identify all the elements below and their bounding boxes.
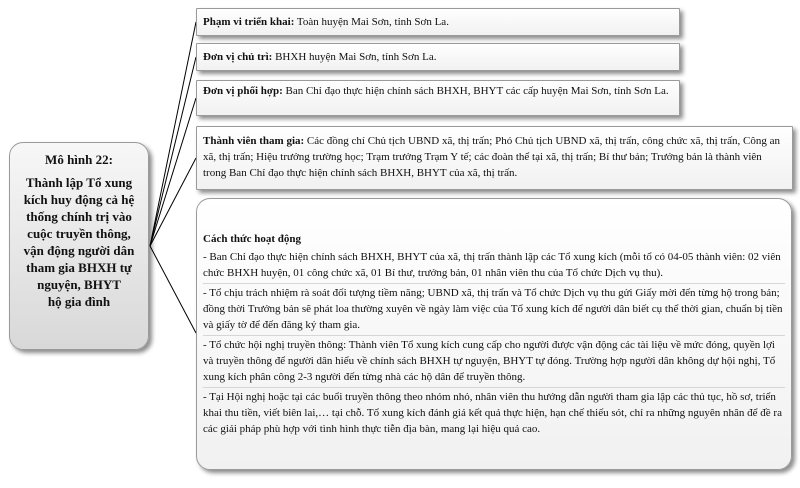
divider (203, 283, 785, 284)
scope-label: Phạm vi triển khai: (203, 16, 295, 28)
operation-item: - Ban Chỉ đạo thực hiện chính sách BHXH, BHYT của xã, thị trấn thành lập các Tổ xung kích (mỗi tổ có 04-05 thành viên: 02 viên chức BHXH huyện, 01 công chức xã, 01 Bí thư, trưởng bản, 01 nhân viên thu của Tổ chức Dịch vụ thu). (203, 251, 781, 279)
divider (203, 335, 785, 336)
model-line: tham gia BHXH tự (26, 260, 132, 275)
members-text: Các đồng chí Chủ tịch UBND xã, thị trấn; Phó Chủ tịch UBND xã, thị trấn, công chức xã, thị trấn, Công an xã, thị trấn; Hiệu trưởng trường học; Trạm trưởng Trạm Y tế; các đoàn thể tại xã, thị trấn; Bí thư bản; Trưởng bản là thành viên trong Ban Chỉ đạo thực hiện chính sách BHXH, BHYT của xã, thị trấn. (203, 135, 781, 179)
model-line: thống chính trị vào (26, 209, 132, 224)
model-box (9, 142, 149, 350)
model-title: Mô hình 22: (45, 152, 113, 167)
host-label: Đơn vị chủ trì: (203, 51, 273, 63)
scope-text: Toàn huyện Mai Sơn, tỉnh Sơn La. (294, 16, 449, 28)
connector-scope (150, 22, 196, 246)
operation-heading: Cách thức hoạt động (203, 233, 301, 245)
partner-text: Ban Chỉ đạo thực hiện chính sách BHXH, BHYT các cấp huyện Mai Sơn, tỉnh Sơn La. (282, 85, 669, 97)
members-box (196, 126, 793, 190)
model-line: cuộc truyền thông, (27, 226, 131, 241)
model-line: vận động người dân (23, 243, 135, 258)
connector-operation (150, 246, 196, 333)
operation-box (196, 198, 792, 470)
model-line: hộ gia đình (47, 294, 111, 309)
connector-host (150, 57, 196, 246)
members-label: Thành viên tham gia: (203, 135, 305, 147)
partner-box (196, 80, 680, 116)
operation-item: - Tại Hội nghị hoặc tại các buổi truyền thông theo nhóm nhỏ, nhân viên thu hướng dẫn người tham gia lập các thủ tục, hồ sơ, triển khai thu tiền, viết biên lai,… tại chỗ. Tổ xung kích đánh giá kết quả thực hiện, hạn chế thiếu sót, chỉ ra những nguyên nhân để đề ra các giải pháp phù hợp với tình hình thực tiễn địa bàn, mang lại hiệu quả cao. (203, 391, 782, 435)
host-text: BHXH huyện Mai Sơn, tỉnh Sơn La. (272, 51, 437, 63)
model-line: kích huy động cả hệ (23, 192, 135, 207)
host-box (196, 43, 680, 71)
operation-item: - Tổ chịu trách nhiệm rà soát đối tượng tiềm năng; UBND xã, thị trấn và Tổ chức Dịch vụ thu gửi Giấy mời đến từng hộ trong bản; đồng thời Trưởng bản sẽ phát loa thường xuyên về ngày làm việc của Tổ xung kích để người dân biết cụ thể thời gian, chuẩn bị tiền và giấy tờ để đến đăng ký tham gia. (203, 287, 783, 331)
operation-item: - Tổ chức hội nghị truyền thông: Thành viên Tổ xung kích cung cấp cho người được vận động các tài liệu về mức đóng, quyền lợi và truyền thông để người dân hiểu về chính sách BHXH tự nguyện, BHYT tự đóng. Trường hợp người dân không dự hội nghị, Tổ xung kích phân công 2-3 người đến từng nhà các hộ dân để truyền thông. (203, 339, 776, 383)
model-line: nguyện, BHYT (37, 277, 121, 292)
scope-box (196, 8, 680, 36)
model-line: Thành lập Tổ xung (25, 175, 133, 190)
divider (203, 387, 785, 388)
partner-label: Đơn vị phối hợp: (203, 85, 283, 97)
